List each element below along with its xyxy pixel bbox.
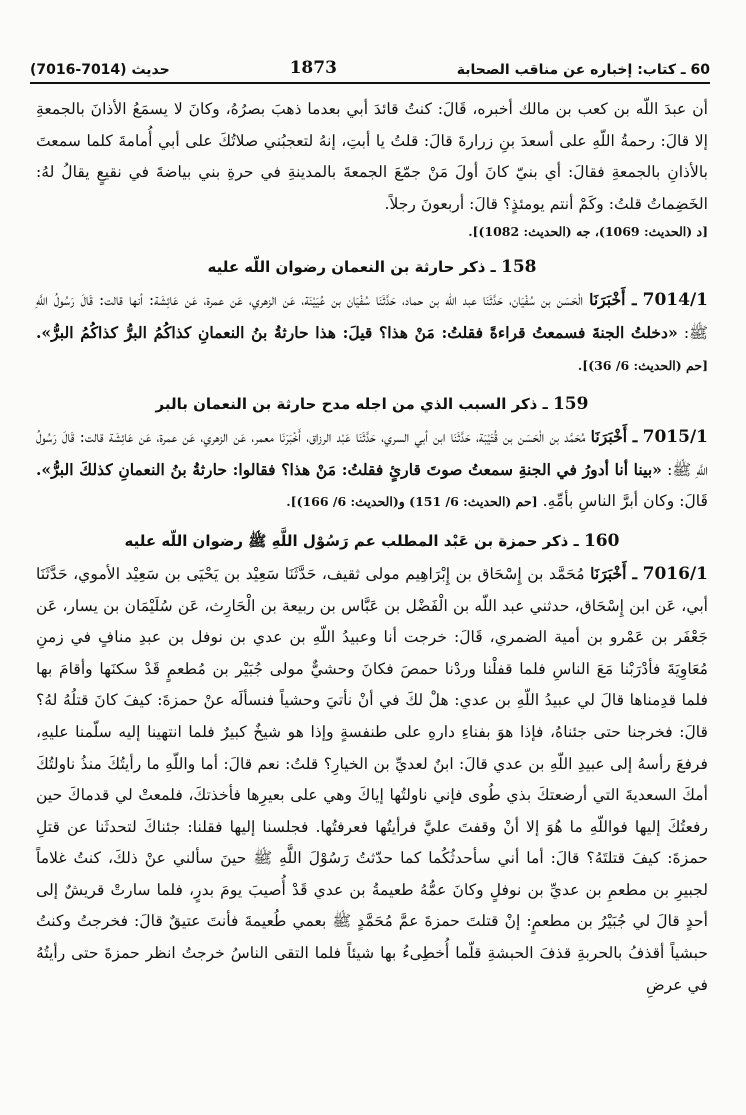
hadith-7014-chain: الْحَسَن بن سُفْيَان، حَدَّثَنَا عبد اللّه بن حماد، حَدَّثَنَا سُفْيَان بن عُيَيْنَة، عَن الزهري، عَن عمرة، عَن عَائِشَة: أنها قالت: قَالَ رَسُولُ اللَّهِ ﷺ: (36, 291, 708, 342)
hadith-7014-number: 7014/1 (642, 290, 708, 311)
intro-reference: [د (الحديث: 1069)، جه (الحديث: 1082)]. (468, 224, 708, 240)
hadith-7015-tail: قَالَ: وكان أبرَّ الناسِ بأمِّهِ. (542, 492, 708, 511)
hadith-7014-reference: [حم (الحديث: 6/ 36)]. (577, 357, 708, 373)
section-160-heading (36, 524, 708, 558)
section-158-number: 158 (501, 257, 537, 278)
hadith-7015 (36, 421, 708, 518)
hadith-7015-quote: «بينا أنا أدورُ في الجنةِ سمعتُ صوتَ قارئٍ فقلتُ: مَنْ هذا؟ فقالوا: حارثةُ بنُ النعمانِ كذلكَ البرُّ». (36, 459, 662, 479)
section-160-title: ـ ذكر حمزة بن عَبْد المطلب عم رَسُوْل اللَّهِ ﷺ رضوان اللّه عليه (124, 531, 579, 550)
hadith-range: حديث (7014-7016) (30, 62, 170, 78)
section-158-title: ـ ذكر حارثة بن النعمان رضوان اللّه عليه (207, 258, 496, 277)
page-number: 1873 (289, 58, 337, 78)
hadith-7016-akhbarana: ـ أَخْبَرَنَا (590, 563, 638, 583)
running-header (30, 44, 710, 84)
hadith-7016-text: مُحَمَّد بن إِسْحَاق بن إِبْرَاهِيم مولى ثقيف، حَدَّثَنَا سَعِيْد بن يَحْيَى بن سَعِيْد الأموي، حَدَّثَنَا أبي، عَن ابن إِسْحَاق، حدثني عبد اللّه بن الْفَضْل بن عَبَّاس بن ربيعة بن الْحَارِث، عَن سُلَيْمَان بن يسار، عَن جَعْفَر بن عَمْرو بن أمية الضمري، قَالَ: خرجت أنا وعبيدُ اللّهِ بن عدي بن نوفل بن عبدِ منافٍ في زمنِ مُعَاوِيَةَ فأدْرَبْنا مَعَ الناسِ فلما قفلْنا وردْنا حمصَ فكانَ وحشيٌّ مولى جُبَيْر بن مُطعمٍ قَدْ سكنَها وأقامَ بها فلما قدِمناها قالَ لي عبيدُ اللّهِ بن عدي: هلْ لكَ في أنْ نأتيَ وحشياً فنسألَه عنْ حمزةَ: كيفَ كانَ قتلُهُ لهُ؟ قالَ: فخرجنا حتى جئناهُ، فإذا هوَ بفناءِ دارهِ على طنفسةٍ وإذا هو شيخٌ كبيرٌ فلما انتهينا إليه سلّمنا عليهِ، فرفعَ رأسهُ إلى عبيدِ اللّهِ بن عدي قالَ: ابنٌ لعديِّ بن الخيارِ؟ قلتُ: نعم قالَ: أما واللّهِ ما رأيتُكَ منذُ ناولتُكَ أمكَ السعديةَ التي أرضعتكَ بذي طُوى فإني ناولتُها إياكَ وهي على بعيرِها فأخذتكَ، فلمعتْ لي قدماكَ حين رفعتُكَ إليها فواللّهِ ما هُوَ إلا أنْ وقفتَ عليَّ فرأيتُها فعرفتُها. فجلسنا إليها فقلنا: جئناكَ لتحدثَنا عن قتلِ حمزةَ: كيفَ قتلتَهُ؟ قالَ: أما أني سأحدثُكُما كما حدّثتُ رَسُوْلَ اللَّهِ ﷺ حينَ سألني عنْ ذلكَ، كنتُ غلاماً لجبيرِ بن مطعمِ بن عديِّ بن نوفلٍ وكانَ عمُّهُ طعيمةُ بن عدي قَدْ أُصيبَ يومَ بدرٍ، فلما سارتْ قريشٌ إلى أحدٍ قالَ لي جُبَيْرُ بن مطعمٍ: إنْ قتلتَ حمزةَ عمَّ مُحَمَّدٍ ﷺ بعمي طُعيمةَ فأنتَ عتيقٌ قالَ: فخرجتُ وكنتُ حبشياً أقذفُ بالحربةِ قذفَ الحبشةِ قلّما أُخطِىءُ بها شيئاً فلما التقى الناسُ خرجتُ انظر حمزةَ حتى رأيتُهُ في عرضِ (36, 564, 708, 994)
hadith-7015-chain: مُحَمَّد بن الْحَسَن بن قُتَيْبَة، حَدَّثَنَا ابن أبي السري، حَدَّثَنَا عَبْد الرزاق، أَخْبَرَنَا معمر، عَن الزهري، عَن عمرة، عَن عَائِشَة قالت: قَالَ رَسُولُ اللَّهِ ﷺ: (36, 428, 708, 479)
section-158-heading (36, 250, 708, 284)
hadith-7014-akhbarana: ـ أَخْبَرَنَا (589, 290, 637, 310)
page-body (36, 94, 708, 1001)
section-159-title: ـ ذكر السبب الذي من اجله مدح حارثة بن النعمان بالبر (155, 395, 548, 414)
book-title: 60 ـ كتاب: إخباره عن مناقب الصحابة (456, 62, 710, 78)
hadith-7015-number: 7015/1 (642, 427, 708, 448)
section-160-number: 160 (583, 530, 620, 551)
section-159-number: 159 (552, 394, 589, 415)
hadith-7014 (36, 284, 708, 381)
hadith-7016-number: 7016/1 (642, 563, 708, 584)
intro-paragraph: أن عبدَ اللّه بن كعب بن مالك أخبره، قَالَ: كنتُ قائدَ أبي بعدما ذهبَ بصرُهُ، وكانَ لا يسمَعُ الأذانَ بالجمعةِ إلا قالَ: رحمةُ اللّهِ على أسعدَ بنِ زرارةَ قالَ: قلتُ يا أبتِ، إنهُ لتعجبُني صلاتُكَ على أبي أُمامةَ كلما سمعتَ بالأذانِ بالجمعةِ فقالَ: أي بنيّ كانَ أولَ مَنْ جمّعَ الجمعةَ بالمدينةِ في حرةِ بني بياضةَ في نقيعٍ يقالُ لهُ: الخَضِماتُ قلتُ: وكَمْ أنتم يومئذٍ؟ قالَ: أربعونَ رجلاً. (36, 100, 708, 213)
hadith-7014-quote: «دخلتُ الجنةَ فسمعتُ قراءةً فقلتُ: مَنْ هذا؟ قيلَ: هذا حارثةُ بنُ النعمانِ كذاكُمُ البرُّ كذاكُمُ البرُّ». (36, 322, 678, 342)
hadith-7015-reference: [حم (الحديث: 6/ 151) و(الحديث: 6/ 166)]. (286, 494, 538, 510)
section-159-heading (36, 387, 708, 421)
hadith-7016 (36, 558, 708, 1001)
hadith-7015-akhbarana: ـ أَخْبَرَنَا (590, 427, 638, 447)
